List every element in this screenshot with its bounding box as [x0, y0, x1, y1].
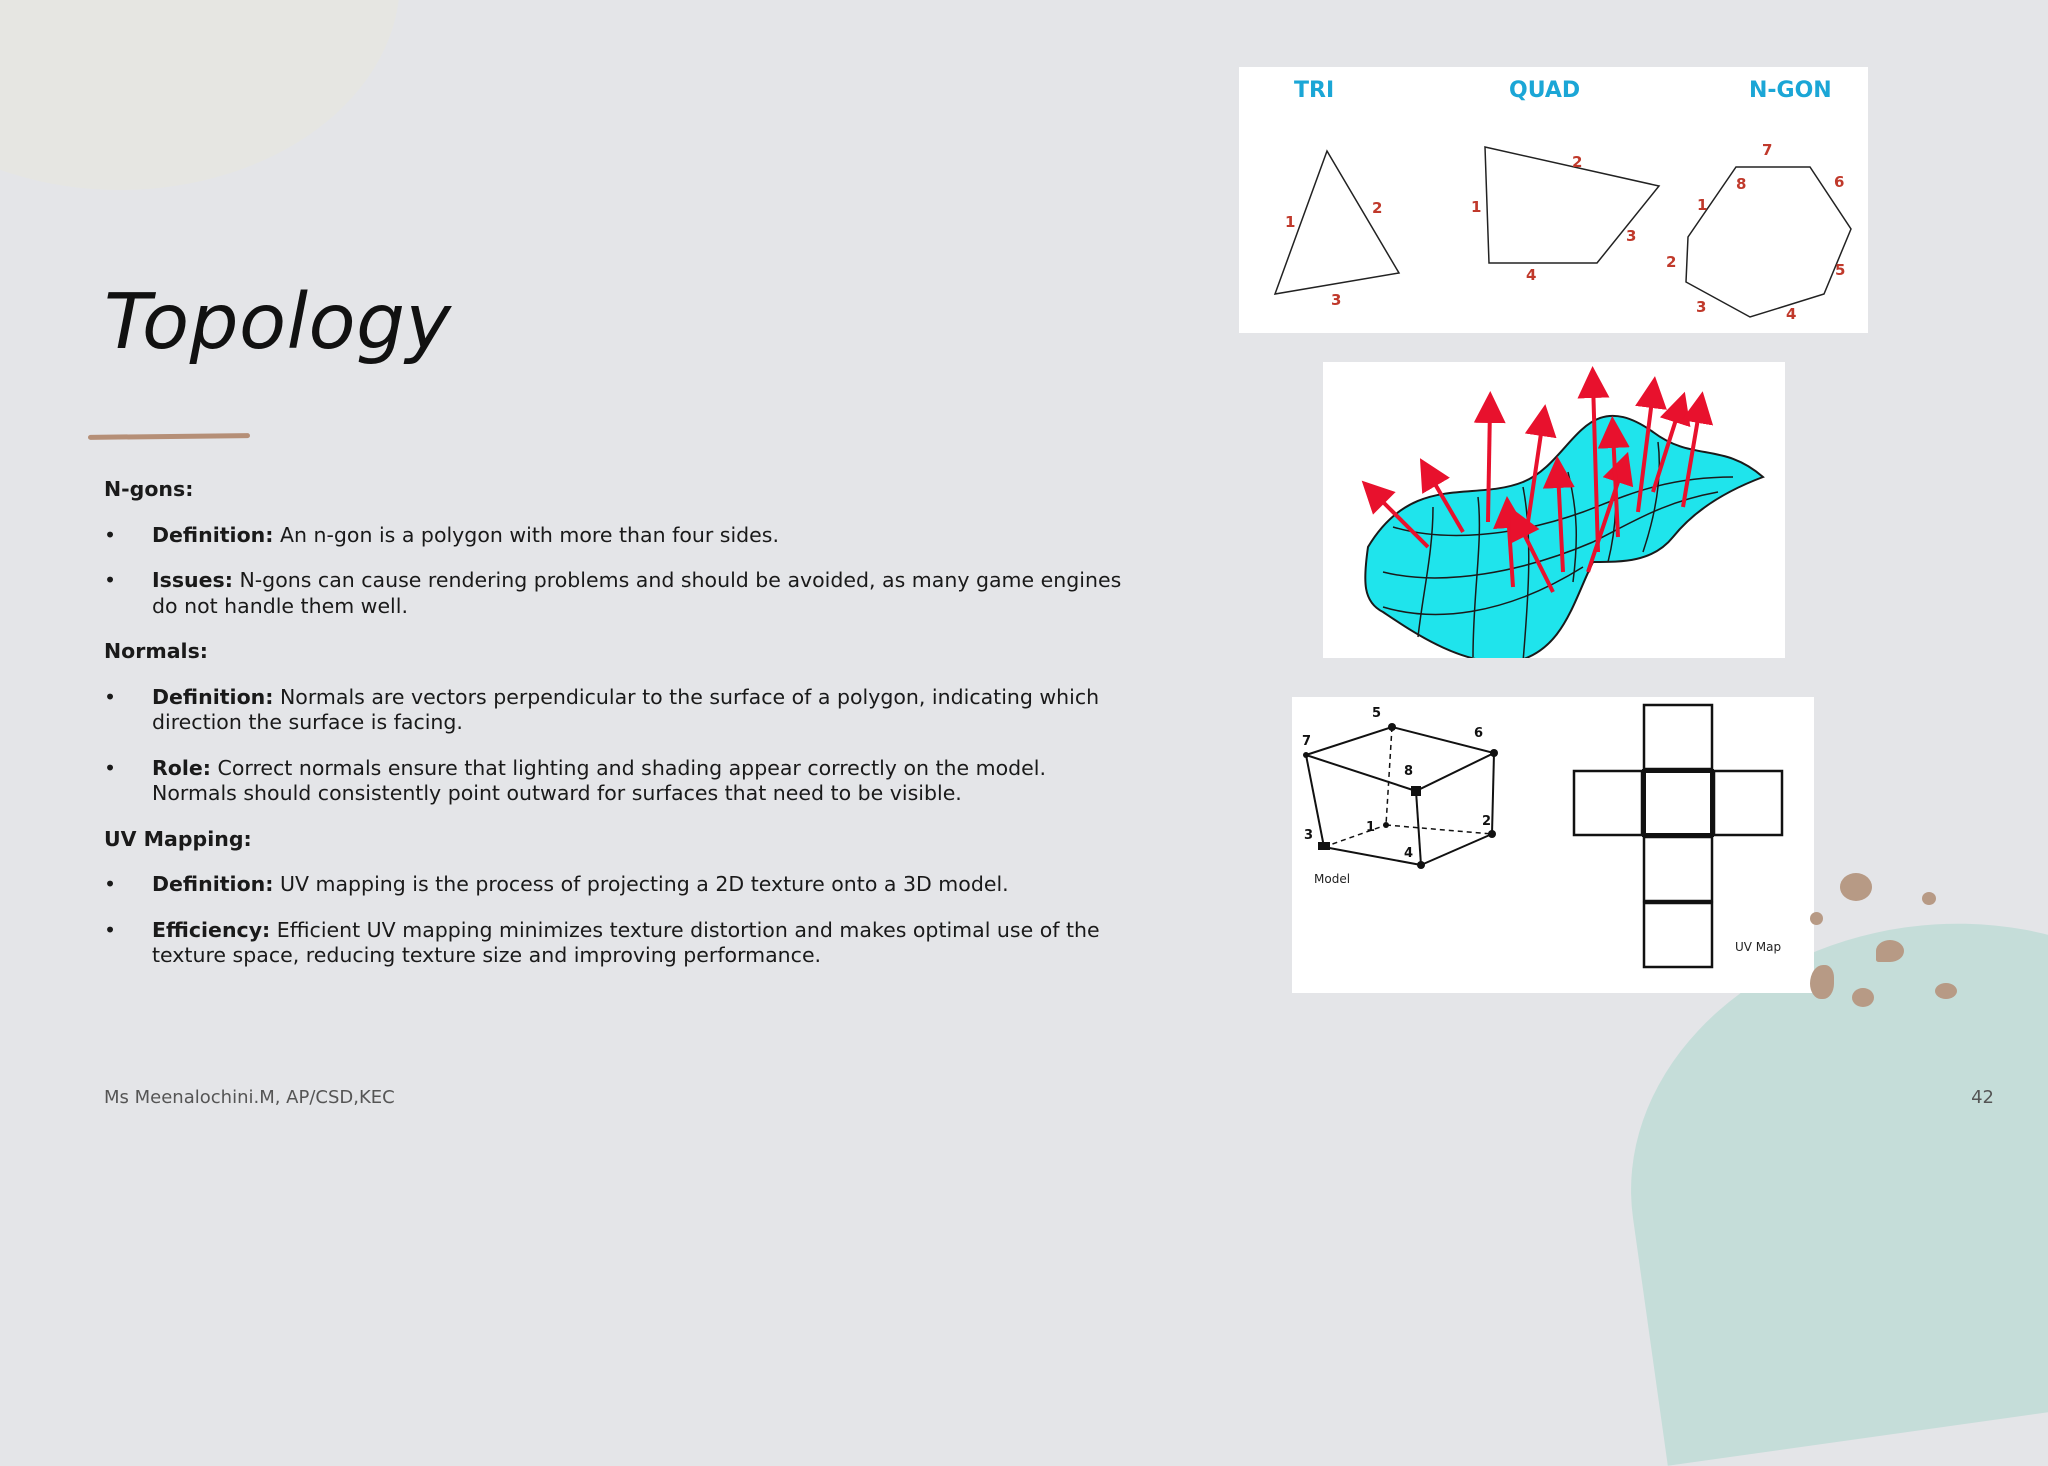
model-label: Model	[1314, 872, 1351, 886]
decorative-speck	[1935, 983, 1957, 999]
decorative-speck	[1840, 873, 1872, 901]
bullet-text: Correct normals ensure that lighting and shading appear correctly on the model. Normals should consistently point outward for surfaces that need to be visible.	[152, 755, 1047, 805]
decorative-speck	[1922, 892, 1936, 905]
quad-label: QUAD	[1509, 78, 1581, 103]
bullet-text: Efficient UV mapping minimizes texture distortion and makes optimal use of the texture space, reducing texture size and improving performance.	[152, 917, 1100, 967]
decorative-blob-top-left	[0, 0, 400, 190]
curved-surface	[1365, 416, 1763, 658]
bullet-glyph: •	[104, 755, 117, 780]
bullet-normals-definition	[104, 685, 1124, 736]
section-heading-normals: Normals:	[104, 639, 208, 663]
bullet-glyph: •	[104, 684, 117, 709]
vertex-number: 3	[1626, 227, 1637, 245]
vertex-number: 2	[1482, 814, 1492, 829]
bullet-text: Normals are vectors perpendicular to the surface of a polygon, indicating which direction the surface is facing.	[152, 684, 1100, 734]
uv-map-net	[1574, 705, 1782, 967]
vertex-number: 3	[1696, 298, 1707, 316]
decorative-speck	[1810, 965, 1834, 999]
bullet-normals-role	[104, 756, 1124, 807]
vertex-number: 1	[1366, 820, 1376, 835]
bullet-term: Definition:	[152, 522, 274, 547]
page-number: 42	[1971, 1087, 1994, 1108]
vertex-number: 2	[1572, 153, 1583, 171]
bullet-ngons-issues	[104, 568, 1124, 619]
bullet-text: An n-gon is a polygon with more than four sides.	[273, 522, 779, 547]
vertex-number: 5	[1835, 261, 1846, 279]
vertex-number: 2	[1666, 253, 1677, 271]
bullet-term: Role:	[152, 755, 211, 780]
bullet-glyph: •	[104, 522, 117, 547]
vertex-number: 7	[1302, 734, 1312, 749]
bullet-glyph: •	[104, 872, 117, 896]
bullet-term: Issues:	[152, 568, 233, 592]
slide-body	[104, 477, 1124, 989]
bullet-glyph: •	[104, 568, 117, 592]
vertex-number: 1	[1697, 196, 1708, 214]
bullet-uv-definition	[104, 872, 1124, 898]
bullet-text: UV mapping is the process of projecting a 2D texture onto a 3D model.	[273, 872, 1009, 896]
vertex-number: 7	[1762, 141, 1773, 159]
footer-author: Ms Meenalochini.M, AP/CSD,KEC	[104, 1087, 395, 1108]
section-heading-ngons: N-gons:	[104, 477, 194, 501]
bullet-term: Definition:	[152, 684, 274, 709]
decorative-speck	[1810, 912, 1823, 925]
vertex-number: 4	[1786, 305, 1797, 323]
tri-label: TRI	[1294, 78, 1335, 103]
bullet-term: Efficiency:	[152, 917, 271, 942]
bullet-glyph: •	[104, 917, 117, 942]
ngon-shape	[1686, 167, 1851, 317]
vertex-number: 5	[1372, 706, 1382, 721]
uv-mapping-figure	[1292, 697, 1814, 993]
vertex-number: 6	[1834, 173, 1845, 191]
bullet-uv-efficiency	[104, 918, 1124, 969]
vertex-number: 4	[1404, 846, 1414, 861]
vertex-number: 1	[1285, 213, 1296, 231]
vertex-number: 3	[1331, 291, 1342, 309]
bullet-term: Definition:	[152, 872, 274, 896]
vertex-number: 4	[1526, 266, 1537, 284]
vertex-number: 2	[1372, 199, 1383, 217]
vertex-number: 6	[1474, 726, 1484, 741]
vertex-number: 8	[1736, 175, 1747, 193]
bullet-text: N-gons can cause rendering problems and should be avoided, as many game engines do not handle them well.	[152, 568, 1122, 618]
vertex-number: 8	[1404, 764, 1414, 779]
slide-title: Topology	[104, 278, 452, 367]
vertex-number: 3	[1304, 828, 1314, 843]
uv-map-label: UV Map	[1735, 940, 1782, 954]
cube-model	[1306, 727, 1494, 865]
ngon-label: N-GON	[1749, 78, 1832, 103]
title-underline	[88, 433, 250, 440]
section-heading-uv-mapping: UV Mapping:	[104, 826, 252, 851]
vertex-number: 1	[1471, 198, 1482, 216]
decorative-speck	[1876, 940, 1904, 962]
surface-normals-figure	[1323, 362, 1785, 658]
decorative-speck	[1852, 988, 1874, 1007]
bullet-ngons-definition	[104, 523, 1124, 549]
polygon-types-figure	[1239, 67, 1868, 333]
